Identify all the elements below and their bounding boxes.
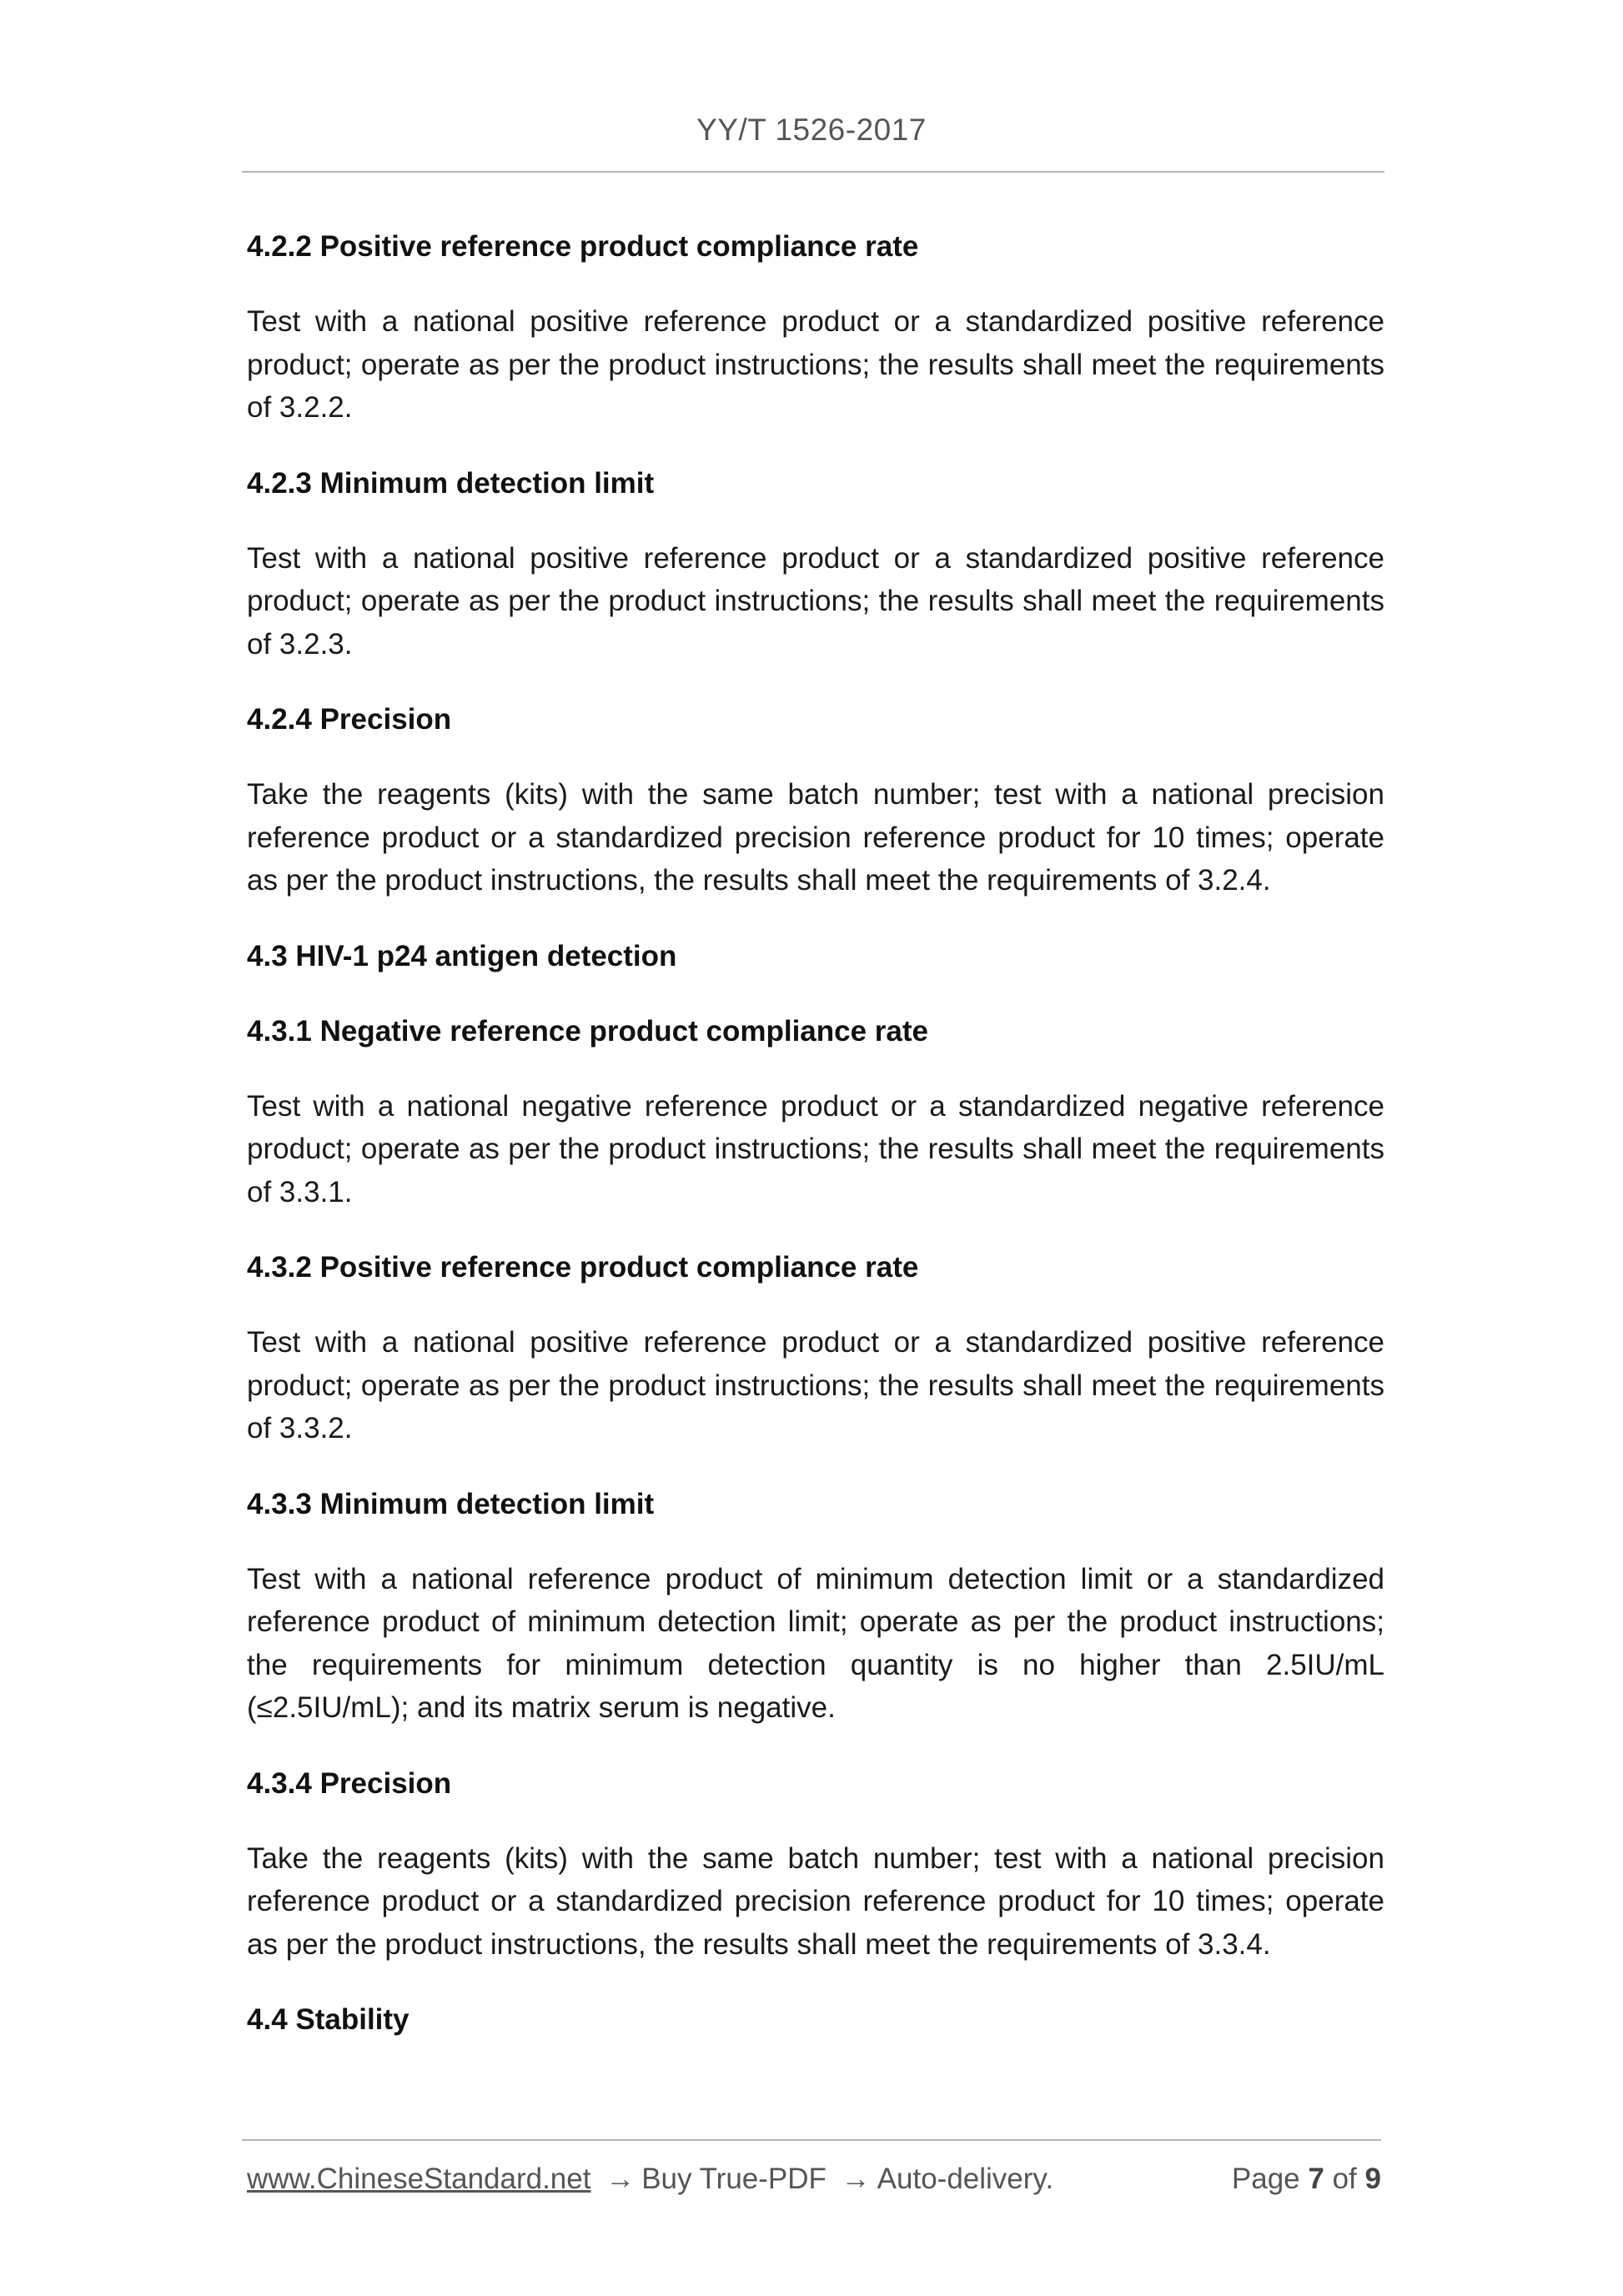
section-paragraph: Test with a national reference product of minimum detection limit or a standardized reference product of minimum detection limit; operate as per the product instructions; the requirements for minimum detection quantity is no higher than 2.5IU/mL (≤2.5IU/mL); and its matrix serum is negative. [247, 1562, 1384, 1724]
section-heading: 4.3.1 Negative reference product compliance rate [247, 1014, 928, 1048]
section-heading: 4.3 HIV-1 p24 antigen detection [247, 939, 677, 972]
section-paragraph: Test with a national negative reference product or a standardized negative reference product; operate as per the product instructions; the results shall meet the requirements of 3.3.1. [247, 1089, 1384, 1208]
section-heading: 4.2.3 Minimum detection limit [247, 466, 655, 500]
section-heading: 4.4 Stability [247, 2003, 410, 2036]
page-current: 7 [1308, 2163, 1324, 2195]
section-4-3 [247, 935, 1384, 977]
website-link[interactable]: www.ChineseStandard.net [247, 2163, 591, 2195]
section-4-2-4 [247, 698, 1384, 902]
page-header: YY/T 1526-2017 [696, 113, 927, 147]
section-heading: 4.2.2 Positive reference product compliance rate [247, 230, 919, 263]
section-4-4 [247, 1998, 1384, 2041]
section-4-3-2 [247, 1246, 1384, 1450]
footer-promo [247, 2158, 1053, 2200]
section-heading: 4.3.4 Precision [247, 1766, 452, 1800]
section-heading: 4.2.4 Precision [247, 703, 452, 736]
footer-divider [242, 2139, 1381, 2141]
document-body [247, 225, 1384, 2073]
section-heading: 4.3.3 Minimum detection limit [247, 1487, 655, 1520]
arrow-right-icon: → [605, 2163, 636, 2195]
section-4-3-3 [247, 1483, 1384, 1730]
section-4-2-2 [247, 225, 1384, 430]
auto-delivery-text: Auto-delivery. [877, 2163, 1054, 2195]
section-paragraph: Take the reagents (kits) with the same batch number; test with a national precision reference product or a standardized precision reference product for 10 times; operate as per the product instructions, the results shall meet the requirements of 3.2.4. [247, 778, 1384, 897]
section-paragraph: Test with a national positive reference product or a standardized positive reference product; operate as per the product instructions; the results shall meet the requirements of 3.2.3. [247, 541, 1384, 661]
section-paragraph: Take the reagents (kits) with the same batch number; test with a national precision reference product or a standardized precision reference product for 10 times; operate as per the product instructions, the results shall meet the requirements of 3.3.4. [247, 1841, 1384, 1961]
page-indicator [1232, 2158, 1381, 2200]
section-paragraph: Test with a national positive reference product or a standardized positive reference product; operate as per the product instructions; the results shall meet the requirements of 3.2.2. [247, 305, 1384, 424]
section-4-3-1 [247, 1010, 1384, 1214]
section-paragraph: Test with a national positive reference product or a standardized positive reference product; operate as per the product instructions; the results shall meet the requirements of 3.3.2. [247, 1326, 1384, 1444]
section-4-3-4 [247, 1762, 1384, 1967]
page-of-label: of [1332, 2163, 1357, 2195]
arrow-right-icon: → [841, 2163, 871, 2195]
page-total: 9 [1364, 2163, 1381, 2195]
buy-true-pdf-text: Buy True-PDF [641, 2163, 827, 2195]
header-divider [242, 171, 1384, 173]
page-label: Page [1231, 2163, 1300, 2195]
section-heading: 4.3.2 Positive reference product compliance rate [247, 1251, 919, 1284]
section-4-2-3 [247, 462, 1384, 666]
